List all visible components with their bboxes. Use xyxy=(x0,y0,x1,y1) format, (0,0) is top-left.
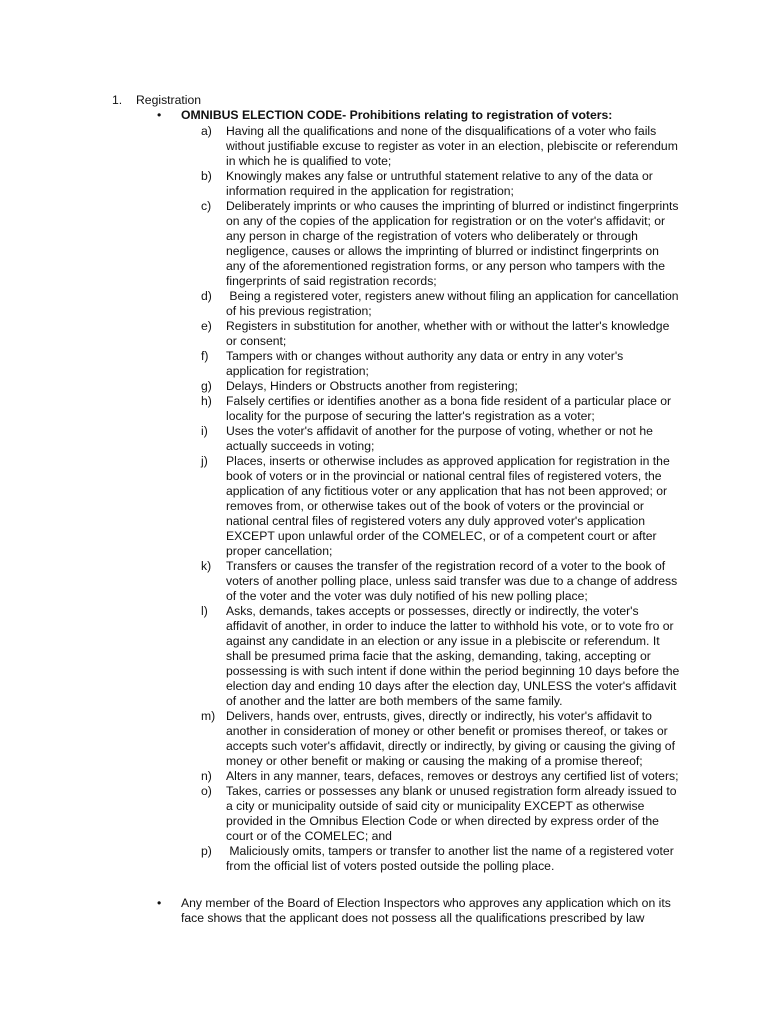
list-item-text: Delays, Hinders or Obstructs another from registering; xyxy=(226,379,518,393)
list-item-letter: p) xyxy=(201,844,212,858)
omnibus-heading: OMNIBUS ELECTION CODE- Prohibitions relating to registration of voters: xyxy=(181,108,613,122)
list-item-letter: a) xyxy=(201,124,212,138)
list-item xyxy=(201,769,681,784)
list-item-text: Registers in substitution for another, whether with or without the latter's knowledge or consent; xyxy=(226,319,673,348)
list-item-letter: f) xyxy=(201,349,209,363)
list-item xyxy=(201,604,681,709)
list-item-letter: o) xyxy=(201,784,212,798)
list-item-letter: k) xyxy=(201,559,212,573)
list-item-letter: j) xyxy=(201,454,208,468)
list-item-text: Uses the voter's affidavit of another for the purpose of voting, whether or not he actually succeeds in voting; xyxy=(226,424,657,453)
list-item-text: Takes, carries or possesses any blank or unused registration form already issued to a city or municipality outside of said city or municipality EXCEPT as otherwise provided in the Omnibus Election Code or when directed by express order of the court or of the COMELEC; and xyxy=(226,784,680,843)
list-item-text: Tampers with or changes without authority any data or entry in any voter's application for registration; xyxy=(226,349,627,378)
section-number: 1. xyxy=(112,93,123,107)
bullet-icon: • xyxy=(157,896,162,910)
list-item-text: Delivers, hands over, entrusts, gives, directly or indirectly, his voter's affidavit to another in consideration of money or other benefit or promises thereof, or takes or accepts such voter's affidavit, directly or indirectly, by giving or causing the giving of money or other benefit or making or causing the making of a promise thereof; xyxy=(226,709,679,768)
prohibitions-list xyxy=(201,124,681,874)
list-item xyxy=(201,784,681,844)
list-item xyxy=(201,379,681,394)
board-inspectors-bullet xyxy=(157,896,687,926)
list-item xyxy=(201,124,681,169)
list-item-text: Transfers or causes the transfer of the registration record of a voter to the book of voters of another polling place, unless said transfer was due to a change of address of the voter and the voter was duly notified of his new polling place; xyxy=(226,559,681,603)
list-item-letter: d) xyxy=(201,289,212,303)
list-item xyxy=(201,289,681,319)
list-item xyxy=(201,709,681,769)
list-item-letter: i) xyxy=(201,424,208,438)
list-item xyxy=(201,199,681,289)
list-item xyxy=(201,559,681,604)
list-item-letter: b) xyxy=(201,169,212,183)
list-item xyxy=(201,844,681,874)
list-item-letter: e) xyxy=(201,319,212,333)
list-item xyxy=(201,169,681,199)
section-heading xyxy=(112,93,201,108)
list-item-text: Places, inserts or otherwise includes as approved application for registration in the book of voters or in the provincial or national central files of registered voters, the application of any fictitious voter or any application that has not been approved; or removes from, or otherwise takes out of the book of voters or the provincial or national central files of registered voters any duly approved voter's application EXCEPT upon unlawful order of the COMELEC, or of a competent court or after proper cancellation; xyxy=(226,454,674,558)
list-item-letter: g) xyxy=(201,379,212,393)
board-inspectors-text: Any member of the Board of Election Inspectors who approves any application which on its face shows that the applicant does not possess all the qualifications prescribed by law xyxy=(181,896,671,925)
list-item-letter: n) xyxy=(201,769,212,783)
list-item xyxy=(201,424,681,454)
section-title: Registration xyxy=(136,93,202,107)
list-item-letter: m) xyxy=(201,709,216,723)
list-item-text: Falsely certifies or identifies another as a bona fide resident of a particular place or locality for the purpose of securing the latter's registration as a voter; xyxy=(226,394,675,423)
list-item-letter: l) xyxy=(201,604,208,618)
list-item-letter: c) xyxy=(201,199,212,213)
list-item xyxy=(201,349,681,379)
list-item-text: Alters in any manner, tears, defaces, removes or destroys any certified list of voters; xyxy=(226,769,679,783)
list-item-text: Deliberately imprints or who causes the imprinting of blurred or indistinct fingerprints on any of the copies of the application for registration or on the voter's affidavit; or any person in charge of the registration of voters who deliberately or through negligence, causes or allows the imprinting of blurred or indistinct fingerprints on any of the aforementioned registration forms, or any person who tampers with the fingerprints of said registration records; xyxy=(226,199,682,288)
list-item-text: Maliciously omits, tampers or transfer to another list the name of a registered voter from the official list of voters posted outside the polling place. xyxy=(226,844,678,873)
list-item xyxy=(201,394,681,424)
list-item-text: Having all the qualifications and none of the disqualifications of a voter who fails without justifiable excuse to register as voter in an election, plebiscite or referendum in which he is qualified to vote; xyxy=(226,124,682,168)
list-item-text: Knowingly makes any false or untruthful statement relative to any of the data or information required in the application for registration; xyxy=(226,169,657,198)
bullet-icon: • xyxy=(157,108,162,122)
omnibus-bullet xyxy=(157,108,612,123)
list-item-letter: h) xyxy=(201,394,212,408)
list-item xyxy=(201,454,681,559)
list-item xyxy=(201,319,681,349)
list-item-text: Asks, demands, takes accepts or possesses, directly or indirectly, the voter's affidavit of another, in order to induce the latter to withhold his vote, or to vote fro or against any candidate in an election or any issue in a plebiscite or referendum. It shall be presumed prima facie that the asking, demanding, taking, accepting or possessing is with such intent if done within the period beginning 10 days before the election day and ending 10 days after the election day, UNLESS the voter's affidavit of another and the latter are both members of the same family. xyxy=(226,604,683,708)
list-item-text: Being a registered voter, registers anew without filing an application for cancellation of his previous registration; xyxy=(226,289,682,318)
